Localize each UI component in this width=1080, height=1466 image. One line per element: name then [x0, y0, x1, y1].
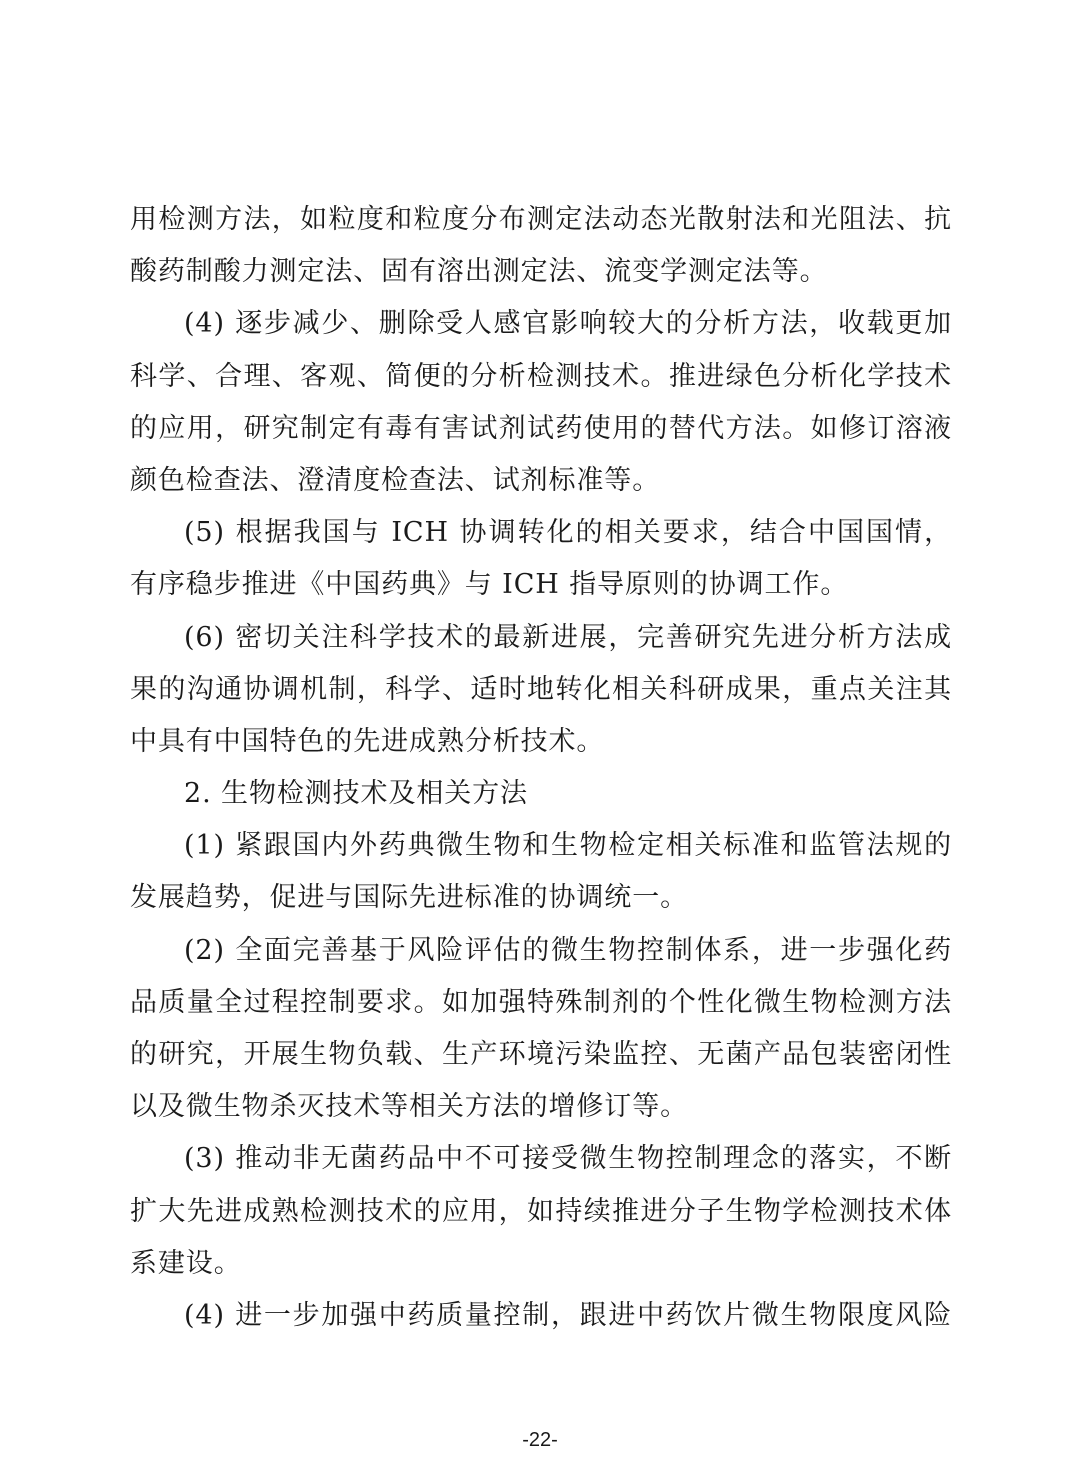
- text-line: (2) 全面完善基于风险评估的微生物控制体系，进一步强化药: [184, 934, 952, 966]
- text-line: 系建设。: [130, 1247, 242, 1279]
- text-line: (5) 根据我国与 ICH 协调转化的相关要求，结合中国国情，: [184, 517, 952, 549]
- body-text: [130, 194, 952, 1342]
- text-line: 发展趋势，促进与国际先进标准的协调统一。: [130, 882, 688, 914]
- text-line: 果的沟通协调机制，科学、适时地转化相关科研成果，重点关注其: [130, 673, 952, 705]
- text-line: (1) 紧跟国内外药典微生物和生物检定相关标准和监管法规的: [184, 830, 952, 862]
- text-line: (3) 推动非无菌药品中不可接受微生物控制理念的落实，不断: [184, 1143, 952, 1175]
- text-line: (6) 密切关注科学技术的最新进展，完善研究先进分析方法成: [184, 621, 952, 653]
- section-heading: 2. 生物检测技术及相关方法: [184, 778, 528, 810]
- text-line: 以及微生物杀灭技术等相关方法的增修订等。: [130, 1091, 688, 1123]
- text-line: (4) 进一步加强中药质量控制，跟进中药饮片微生物限度风险: [184, 1299, 952, 1331]
- text-line: 中具有中国特色的先进成熟分析技术。: [130, 725, 605, 757]
- text-line: (4) 逐步减少、删除受人感官影响较大的分析方法，收载更加: [184, 308, 952, 340]
- page-number: -22-: [522, 1429, 558, 1451]
- text-line: 的研究，开展生物负载、生产环境污染监控、无菌产品包装密闭性: [130, 1039, 952, 1070]
- text-line: 扩大先进成熟检测技术的应用，如持续推进分子生物学检测技术体: [130, 1195, 952, 1227]
- text-line: 酸药制酸力测定法、固有溶出测定法、流变学测定法等。: [130, 256, 828, 288]
- text-line: 颜色检查法、澄清度检查法、试剂标准等。: [130, 464, 661, 496]
- text-line: 用检测方法，如粒度和粒度分布测定法动态光散射法和光阻法、抗: [130, 204, 952, 235]
- text-line: 品质量全过程控制要求。如加强特殊制剂的个性化微生物检测方法: [130, 986, 952, 1018]
- text-line: 的应用，研究制定有毒有害试剂试药使用的替代方法。如修订溶液: [130, 412, 952, 444]
- text-line: 科学、合理、客观、简便的分析检测技术。推进绿色分析化学技术: [130, 360, 952, 392]
- text-line: 有序稳步推进《中国药典》与 ICH 指导原则的协调工作。: [130, 569, 849, 601]
